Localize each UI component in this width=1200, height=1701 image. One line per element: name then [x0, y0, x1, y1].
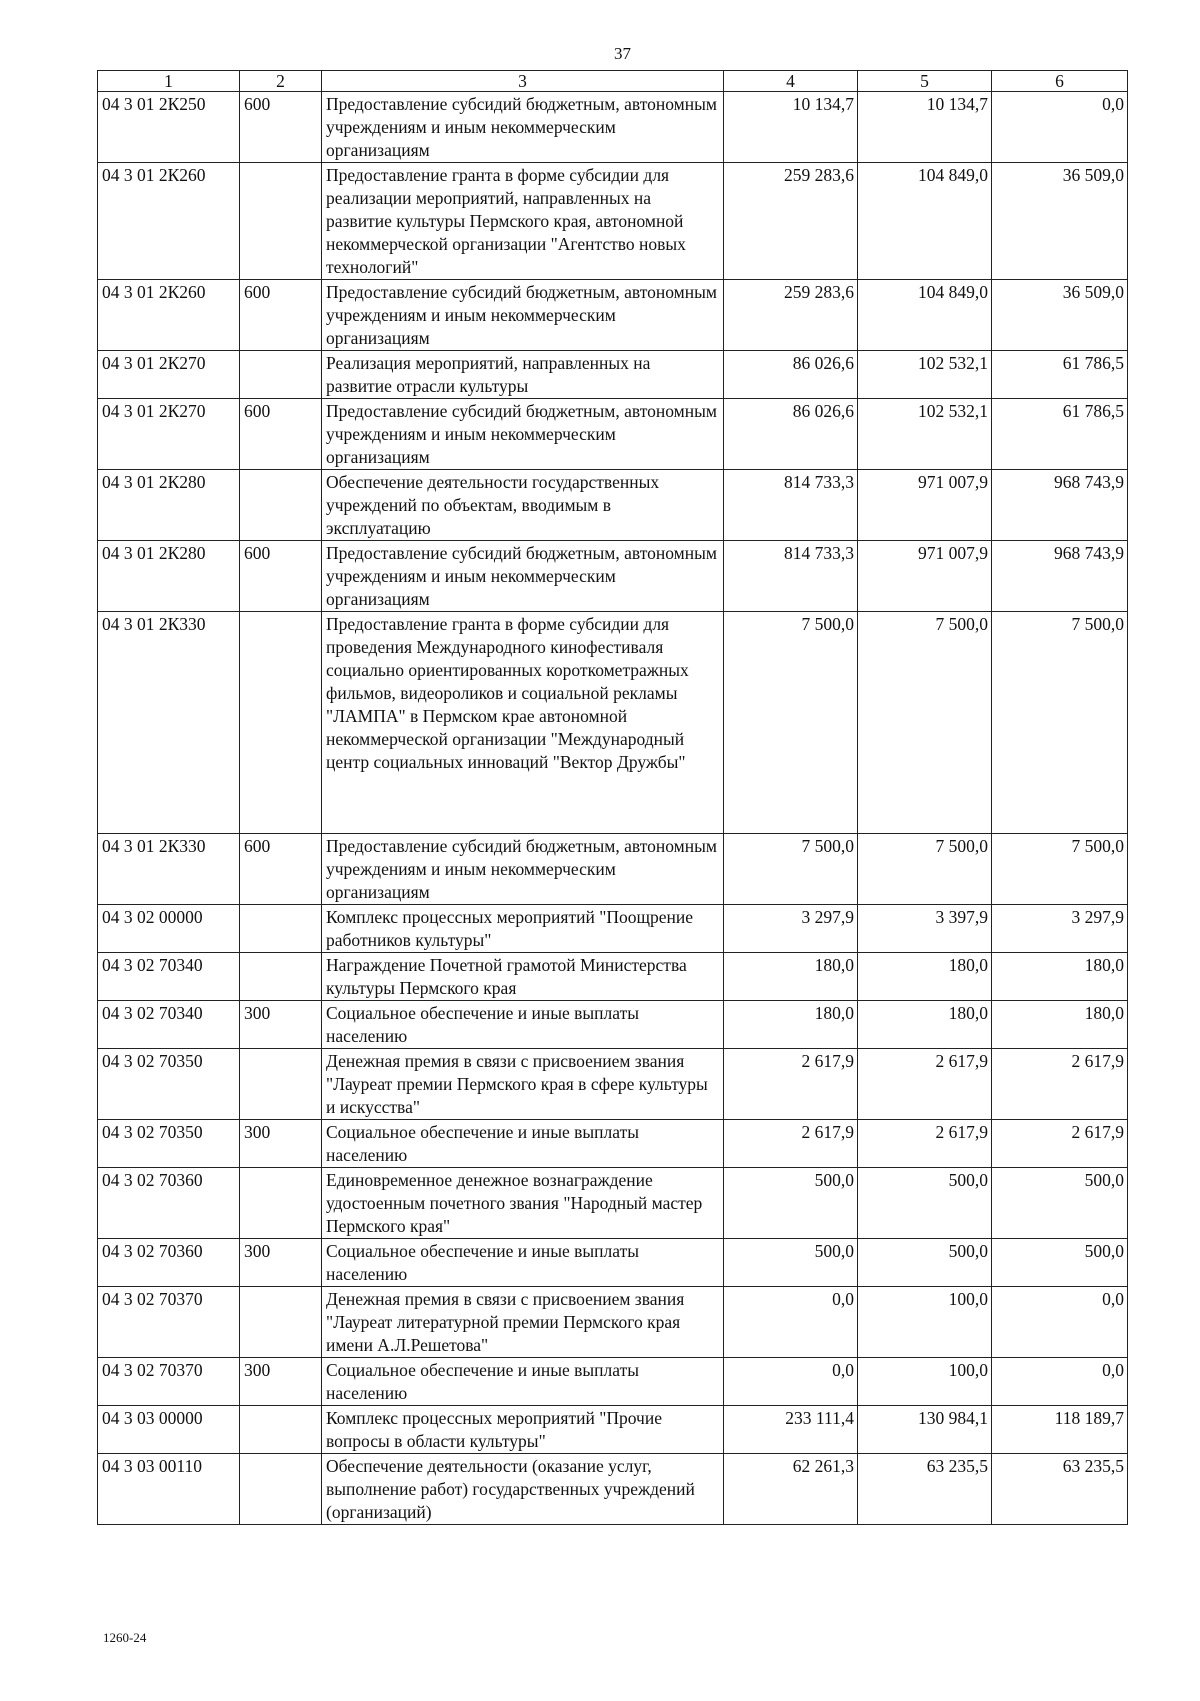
amount-col-6-cell: 118 189,7: [992, 1406, 1128, 1454]
amount-col-4-cell: 500,0: [724, 1239, 858, 1287]
description-cell: Предоставление субсидий бюджетным, автономным учреждениям и иным некоммерческим организациям: [322, 834, 724, 905]
classification-code-cell: 04 3 02 70340: [98, 953, 240, 1001]
amount-col-4-cell: 233 111,4: [724, 1406, 858, 1454]
classification-code-cell: 04 3 01 2К330: [98, 612, 240, 834]
amount-col-5-cell: 180,0: [858, 1001, 992, 1049]
amount-col-6-cell: 7 500,0: [992, 834, 1128, 905]
table-row: [98, 1120, 1128, 1168]
description-cell: Денежная премия в связи с присвоением звания "Лауреат премии Пермского края в сфере культуры и искусства": [322, 1049, 724, 1120]
classification-code-cell: 04 3 03 00110: [98, 1454, 240, 1525]
description-cell: Награждение Почетной грамотой Министерства культуры Пермского края: [322, 953, 724, 1001]
classification-code-cell: 04 3 02 70360: [98, 1239, 240, 1287]
amount-col-6-cell: 61 786,5: [992, 399, 1128, 470]
expense-type-cell: 600: [240, 834, 322, 905]
header-col-2: 2: [240, 71, 322, 92]
description-cell: Социальное обеспечение и иные выплаты населению: [322, 1239, 724, 1287]
expense-type-cell: 300: [240, 1239, 322, 1287]
amount-col-5-cell: 500,0: [858, 1168, 992, 1239]
amount-col-4-cell: 814 733,3: [724, 541, 858, 612]
header-col-5: 5: [858, 71, 992, 92]
description-cell: Обеспечение деятельности (оказание услуг, выполнение работ) государственных учреждений (организаций): [322, 1454, 724, 1525]
table-row: [98, 1454, 1128, 1525]
classification-code-cell: 04 3 02 70340: [98, 1001, 240, 1049]
expense-type-cell: [240, 163, 322, 280]
page-number: 37: [614, 44, 631, 63]
amount-col-4-cell: 10 134,7: [724, 92, 858, 163]
expense-type-cell: 300: [240, 1001, 322, 1049]
amount-col-5-cell: 100,0: [858, 1358, 992, 1406]
amount-col-6-cell: 7 500,0: [992, 612, 1128, 834]
amount-col-4-cell: 180,0: [724, 1001, 858, 1049]
amount-col-5-cell: 500,0: [858, 1239, 992, 1287]
description-cell: Единовременное денежное вознаграждение удостоенным почетного звания "Народный мастер Пермского края": [322, 1168, 724, 1239]
description-cell: Предоставление гранта в форме субсидии для реализации мероприятий, направленных на развитие культуры Пермского края, автономной некоммерческой организации "Агентство новых технологий": [322, 163, 724, 280]
amount-col-4-cell: 259 283,6: [724, 163, 858, 280]
classification-code-cell: 04 3 02 70370: [98, 1358, 240, 1406]
amount-col-5-cell: 2 617,9: [858, 1049, 992, 1120]
amount-col-6-cell: 180,0: [992, 1001, 1128, 1049]
description-cell: Комплекс процессных мероприятий "Прочие вопросы в области культуры": [322, 1406, 724, 1454]
amount-col-5-cell: 10 134,7: [858, 92, 992, 163]
classification-code-cell: 04 3 01 2К280: [98, 470, 240, 541]
amount-col-6-cell: 3 297,9: [992, 905, 1128, 953]
amount-col-5-cell: 7 500,0: [858, 612, 992, 834]
classification-code-cell: 04 3 01 2К260: [98, 163, 240, 280]
amount-col-4-cell: 0,0: [724, 1358, 858, 1406]
amount-col-6-cell: 2 617,9: [992, 1049, 1128, 1120]
expense-type-cell: [240, 1406, 322, 1454]
table-row: [98, 1406, 1128, 1454]
amount-col-4-cell: 86 026,6: [724, 399, 858, 470]
header-col-1: 1: [98, 71, 240, 92]
amount-col-4-cell: 814 733,3: [724, 470, 858, 541]
table-row: [98, 541, 1128, 612]
amount-col-4-cell: 180,0: [724, 953, 858, 1001]
amount-col-6-cell: 63 235,5: [992, 1454, 1128, 1525]
amount-col-4-cell: 7 500,0: [724, 834, 858, 905]
amount-col-5-cell: 100,0: [858, 1287, 992, 1358]
amount-col-6-cell: 500,0: [992, 1168, 1128, 1239]
expense-type-cell: [240, 1049, 322, 1120]
amount-col-5-cell: 102 532,1: [858, 399, 992, 470]
amount-col-6-cell: 36 509,0: [992, 163, 1128, 280]
amount-col-5-cell: 104 849,0: [858, 163, 992, 280]
table-row: [98, 280, 1128, 351]
description-cell: Денежная премия в связи с присвоением звания "Лауреат литературной премии Пермского края имени А.Л.Решетова": [322, 1287, 724, 1358]
amount-col-4-cell: 2 617,9: [724, 1120, 858, 1168]
expense-type-cell: 600: [240, 280, 322, 351]
description-cell: Социальное обеспечение и иные выплаты населению: [322, 1358, 724, 1406]
table-row: [98, 351, 1128, 399]
classification-code-cell: 04 3 01 2К270: [98, 351, 240, 399]
document-code: 1260-24: [103, 1630, 147, 1645]
classification-code-cell: 04 3 02 70350: [98, 1120, 240, 1168]
classification-code-cell: 04 3 02 70360: [98, 1168, 240, 1239]
amount-col-4-cell: 0,0: [724, 1287, 858, 1358]
table-row: [98, 1358, 1128, 1406]
expense-type-cell: 300: [240, 1358, 322, 1406]
table-row: [98, 834, 1128, 905]
table-header: [98, 71, 1128, 92]
table-row: [98, 905, 1128, 953]
amount-col-6-cell: 2 617,9: [992, 1120, 1128, 1168]
classification-code-cell: 04 3 02 70370: [98, 1287, 240, 1358]
header-col-3: 3: [322, 71, 724, 92]
classification-code-cell: 04 3 02 70350: [98, 1049, 240, 1120]
classification-code-cell: 04 3 01 2К250: [98, 92, 240, 163]
amount-col-4-cell: 3 297,9: [724, 905, 858, 953]
amount-col-5-cell: 7 500,0: [858, 834, 992, 905]
table-row: [98, 1001, 1128, 1049]
description-cell: Комплекс процессных мероприятий "Поощрение работников культуры": [322, 905, 724, 953]
amount-col-5-cell: 104 849,0: [858, 280, 992, 351]
expense-type-cell: [240, 953, 322, 1001]
classification-code-cell: 04 3 01 2К270: [98, 399, 240, 470]
description-cell: Реализация мероприятий, направленных на развитие отрасли культуры: [322, 351, 724, 399]
amount-col-5-cell: 2 617,9: [858, 1120, 992, 1168]
expense-type-cell: [240, 1287, 322, 1358]
amount-col-6-cell: 968 743,9: [992, 470, 1128, 541]
amount-col-6-cell: 180,0: [992, 953, 1128, 1001]
classification-code-cell: 04 3 01 2К260: [98, 280, 240, 351]
amount-col-6-cell: 36 509,0: [992, 280, 1128, 351]
table-row: [98, 953, 1128, 1001]
table-row: [98, 470, 1128, 541]
amount-col-4-cell: 86 026,6: [724, 351, 858, 399]
header-col-6: 6: [992, 71, 1128, 92]
table-row: [98, 1287, 1128, 1358]
description-cell: Предоставление субсидий бюджетным, автономным учреждениям и иным некоммерческим организациям: [322, 399, 724, 470]
classification-code-cell: 04 3 02 00000: [98, 905, 240, 953]
amount-col-6-cell: 500,0: [992, 1239, 1128, 1287]
amount-col-6-cell: 968 743,9: [992, 541, 1128, 612]
table-row: [98, 1168, 1128, 1239]
table-row: [98, 1239, 1128, 1287]
amount-col-5-cell: 63 235,5: [858, 1454, 992, 1525]
table-row: [98, 163, 1128, 280]
expense-type-cell: 600: [240, 92, 322, 163]
amount-col-4-cell: 2 617,9: [724, 1049, 858, 1120]
expense-type-cell: [240, 1454, 322, 1525]
description-cell: Социальное обеспечение и иные выплаты населению: [322, 1001, 724, 1049]
amount-col-5-cell: 3 397,9: [858, 905, 992, 953]
expense-type-cell: [240, 905, 322, 953]
amount-col-4-cell: 62 261,3: [724, 1454, 858, 1525]
amount-col-6-cell: 0,0: [992, 1358, 1128, 1406]
header-col-4: 4: [724, 71, 858, 92]
expense-type-cell: [240, 612, 322, 834]
description-cell: Предоставление субсидий бюджетным, автономным учреждениям и иным некоммерческим организациям: [322, 280, 724, 351]
description-cell: Предоставление субсидий бюджетным, автономным учреждениям и иным некоммерческим организациям: [322, 541, 724, 612]
table-row: [98, 92, 1128, 163]
expense-type-cell: 600: [240, 541, 322, 612]
amount-col-5-cell: 971 007,9: [858, 541, 992, 612]
amount-col-4-cell: 7 500,0: [724, 612, 858, 834]
amount-col-6-cell: 0,0: [992, 92, 1128, 163]
table-row: [98, 1049, 1128, 1120]
description-cell: Обеспечение деятельности государственных учреждений по объектам, вводимым в эксплуатацию: [322, 470, 724, 541]
budget-table: [97, 70, 1128, 1525]
expense-type-cell: [240, 1168, 322, 1239]
classification-code-cell: 04 3 03 00000: [98, 1406, 240, 1454]
amount-col-5-cell: 102 532,1: [858, 351, 992, 399]
amount-col-5-cell: 971 007,9: [858, 470, 992, 541]
amount-col-5-cell: 180,0: [858, 953, 992, 1001]
amount-col-4-cell: 500,0: [724, 1168, 858, 1239]
table-row: [98, 399, 1128, 470]
expense-type-cell: 600: [240, 399, 322, 470]
amount-col-4-cell: 259 283,6: [724, 280, 858, 351]
expense-type-cell: [240, 470, 322, 541]
classification-code-cell: 04 3 01 2К280: [98, 541, 240, 612]
expense-type-cell: 300: [240, 1120, 322, 1168]
table-body: [98, 92, 1128, 1525]
table-row: [98, 612, 1128, 834]
classification-code-cell: 04 3 01 2К330: [98, 834, 240, 905]
amount-col-6-cell: 0,0: [992, 1287, 1128, 1358]
amount-col-6-cell: 61 786,5: [992, 351, 1128, 399]
description-cell: Предоставление субсидий бюджетным, автономным учреждениям и иным некоммерческим организациям: [322, 92, 724, 163]
description-cell: Предоставление гранта в форме субсидии для проведения Международного кинофестиваля социально ориентированных короткометражных фильмов, видеороликов и социальной рекламы "ЛАМПА" в Пермском крае автономной некоммерческой организации "Международный центр социальных инноваций "Вектор Дружбы": [322, 612, 724, 834]
description-cell: Социальное обеспечение и иные выплаты населению: [322, 1120, 724, 1168]
expense-type-cell: [240, 351, 322, 399]
amount-col-5-cell: 130 984,1: [858, 1406, 992, 1454]
